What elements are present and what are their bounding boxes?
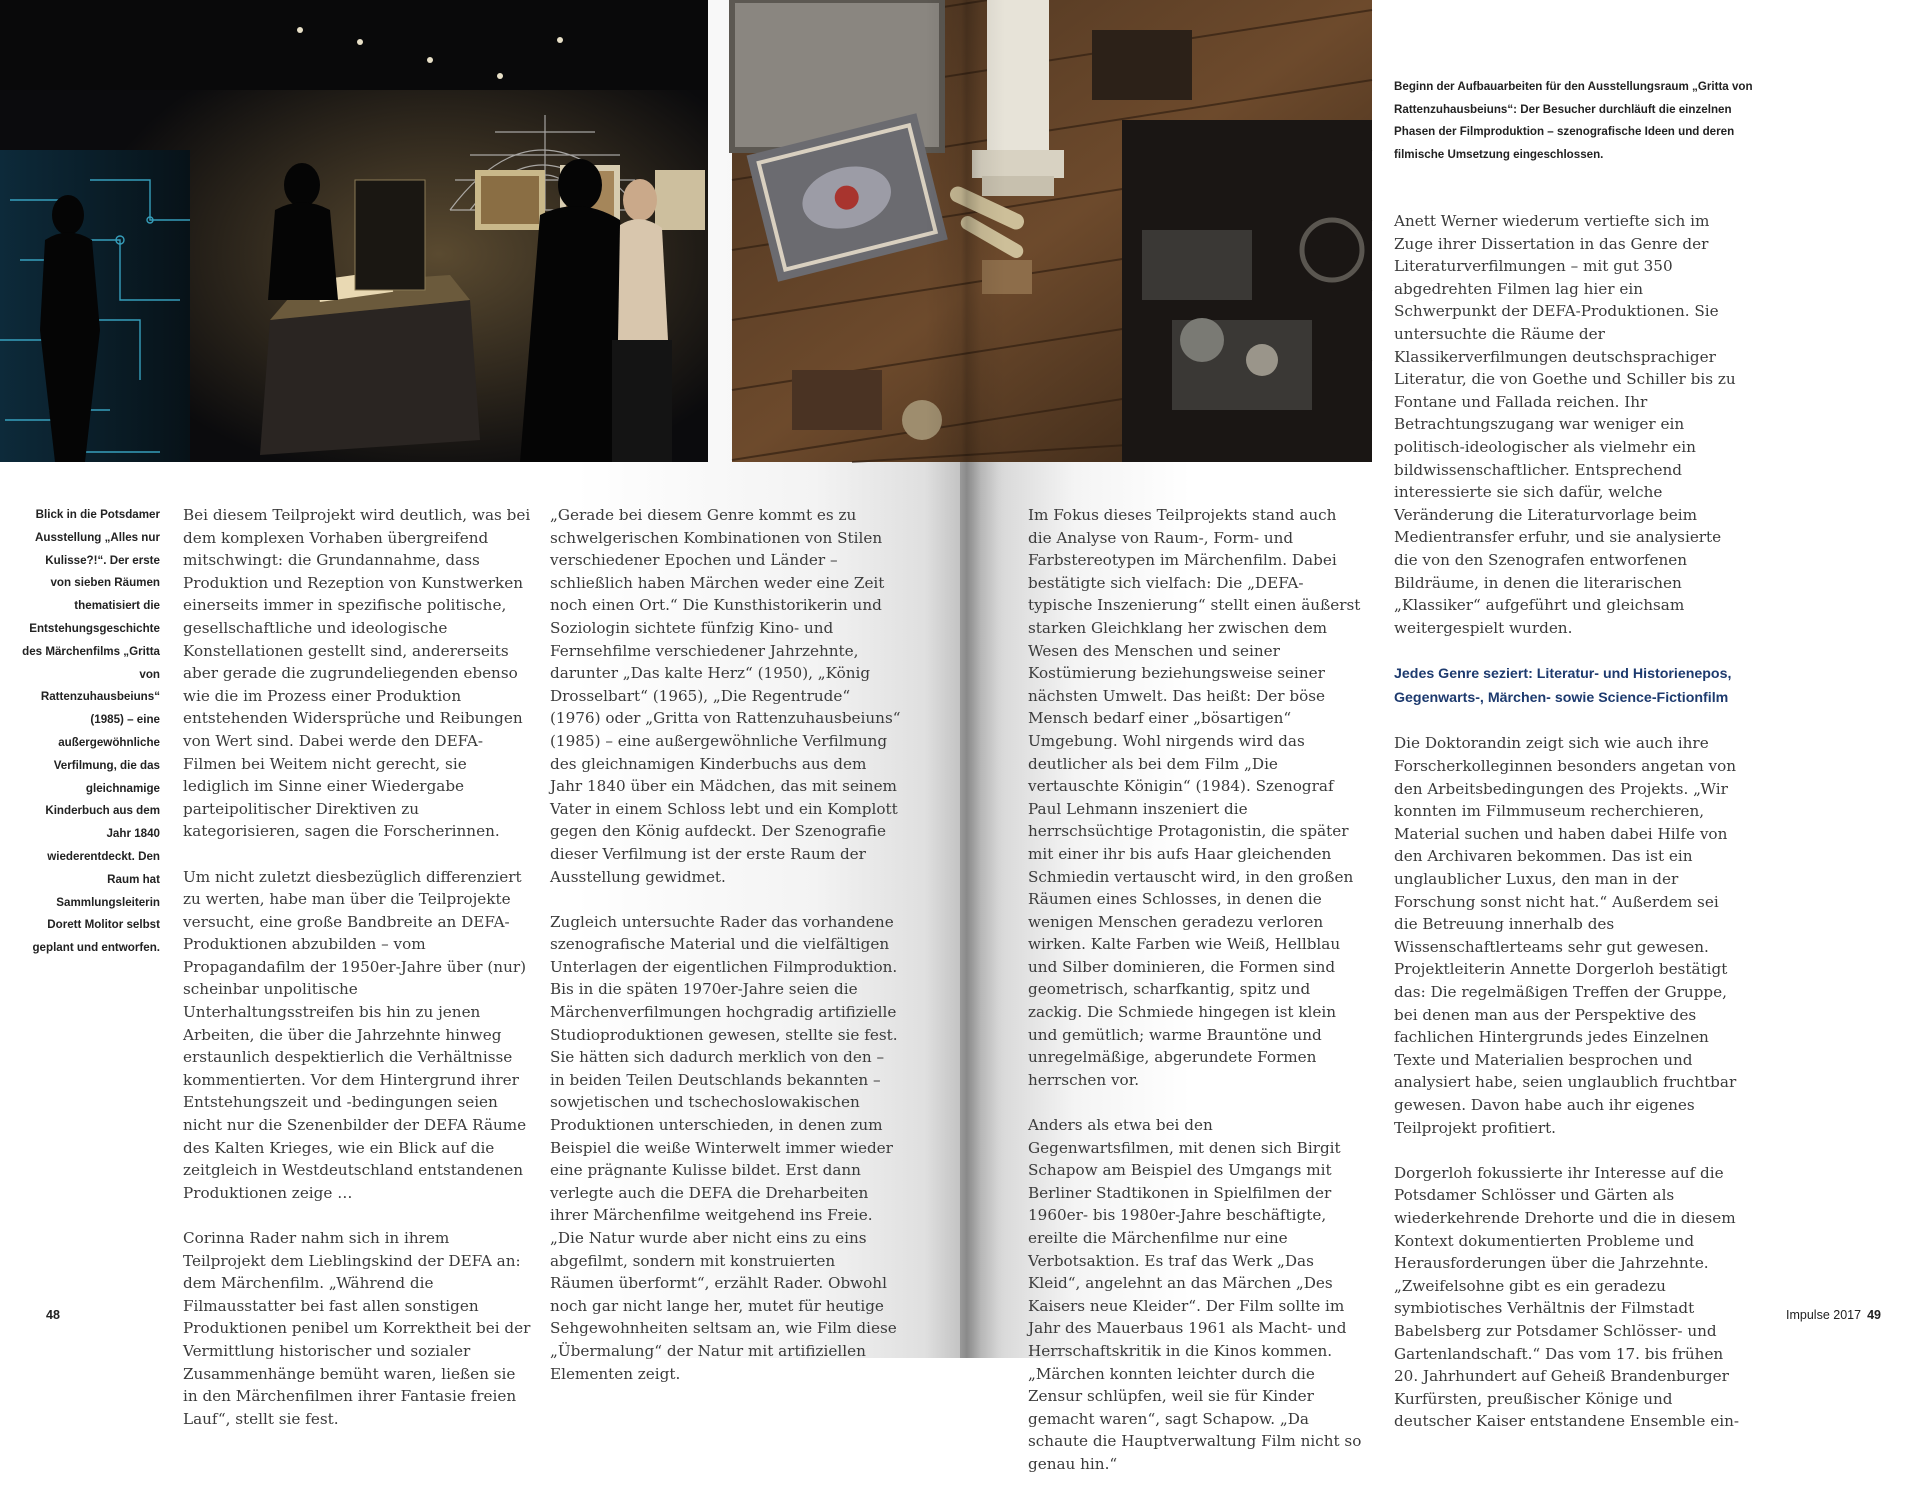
- photo-caption-left: Blick in die Potsdamer Ausstellung „Alles nur Kulisse?!“. Der erste von sieben Räumen thematisiert die Entstehungsgeschichte des Märchenfilms „Gritta von Rattenzuhausbeiuns“ (1985) – eine außergewöhnliche Verfilmung, die das gleichnamige Kinderbuch aus dem Jahr 1840 wiederentdeckt. Den Raum hat Sammlungsleiterin Dorett Molitor selbst geplant und entworfen.: [22, 508, 160, 955]
- publication-name: Impulse 2017: [1786, 1308, 1862, 1322]
- set-construction-photo: [732, 0, 1372, 462]
- text-column-4: [1394, 210, 1739, 1455]
- paragraph: Corinna Rader nahm sich in ihrem Teilprojekt dem Lieblingskind der DEFA an: dem Märchenfilm. „Während die Filmausstatter bei fast allen sonstigen Produktionen penibel um Korrektheit bei der Vermittlung historischer und sozialer Zusammenhänge bemüht waren, ließen sie in den Märchenfilmen ihrer Fantasie freien Lauf“, stellt sie fest.: [183, 1229, 531, 1428]
- paragraph: „Gerade bei diesem Genre kommt es zu schwelgerischen Kombinationen von Stilen verschiedener Epochen und Länder – schließlich haben Märchen weder eine Zeit noch einen Ort.“ Die Kunsthistorikerin und Soziologin sichtete fünfzig Kino- und Fernsehfilme verschiedener Jahrzehnte, darunter „Das kalte Herz“ (1950), „König Drosselbart“ (1965), „Die Regentrude“ (1976) oder „Gritta von Rattenzuhausbeiuns“ (1985) – eine außergewöhnliche Verfilmung des gleichnamigen Kinderbuchs aus dem Jahr 1840 über ein Mädchen, das mit seinem Vater in einem Schloss lebt und ein Komplott gegen den König aufdeckt. Der Szenografie dieser Verfilmung ist der erste Raum der Ausstellung gewidmet.: [550, 506, 901, 886]
- page-number-left: 48: [46, 1308, 60, 1322]
- paragraph: Die Doktorandin zeigt sich wie auch ihre Forscherkolleginnen besonders angetan von den Arbeitsbedingungen des Projekts. „Wir konnten im Filmmuseum recherchieren, Material suchen und haben dabei Hilfe von den Archivaren bekommen. Das ist ein unglaublicher Luxus, den man in der Forschung sonst nicht hat.“ Außerdem sei die Betreuung innerhalb des Wissenschaftlerteams sehr gut gewesen. Projektleiterin Annette Dorgerloh bestätigt das: Die regelmäßigen Treffen der Gruppe, bei denen man aus der Perspektive des fachlichen Hintergrunds jedes Einzelnen Texte und Materialien besprochen und analysiert habe, seien unglaublich fruchtbar gewesen. Davon habe auch ihr eigenes Teilprojekt profitiert.: [1394, 734, 1737, 1137]
- photo-caption-right: Beginn der Aufbauarbeiten für den Ausstellungsraum „Gritta von Rattenzuhausbeiuns“: Der Besucher durchläuft die einzelnen Phasen der Filmproduktion – szenografische Ideen und deren filmische Umsetzung eingeschlossen.: [1394, 80, 1753, 161]
- folio-right: [1786, 1308, 1881, 1322]
- paragraph: Zugleich untersuchte Rader das vorhandene szenografische Material und die vielfältigen Unterlagen der eigentlichen Filmproduktion. Bis in die späten 1970er-Jahre seien die Märchenverfilmungen hochgradig artifizielle Studioproduktionen gewesen, stellte sie fest. Sie hätten sich dadurch merklich von den – in beiden Teilen Deutschlands bekannten – sowjetischen und tschechoslowakischen Produktionen unterschieden, in denen zum Beispiel die weiße Winterwelt immer wieder eine prägnante Kulisse bildet. Erst dann verlegte auch die DEFA die Dreharbeiten ihrer Märchenfilme weitgehend ins Freie. „Die Natur wurde aber nicht eins zu eins abgefilmt, sondern mit konstruierten Räumen überformt“, erzählt Rader. Obwohl noch gar nicht lange her, mutet für heutige Sehgewohnheiten seltsam an, wie Film diese „Übermalung“ der Natur mit artifiziellen Elementen zeigt.: [550, 912, 898, 1383]
- page-number-right: 49: [1867, 1308, 1881, 1322]
- text-column-3: [1028, 504, 1363, 1498]
- paragraph: Anett Werner wiederum vertiefte sich im Zuge ihrer Dissertation in das Genre der Literaturverfilmungen – mit gut 350 abgedrehten Filmen lag hier ein Schwerpunkt der DEFA-Produktionen. Sie untersuchte die Räume der Klassikerverfilmungen deutschsprachiger Literatur, die von Goethe und Schiller bis zu Fontane und Fallada reichen. Ihr Betrachtungszugang war weniger ein politisch-ideologischer als vielmehr ein bildwissenschaftlicher. Entsprechend interessierte sie sich dafür, welche Veränderung die Literaturvorlage beim Medientransfer erfuhr, und sie analysierte die von den Szenografen entworfenen Bildräume, in denen die literarischen „Klassiker“ aufgeführt und gleichsam weitergespielt wurden.: [1394, 212, 1736, 637]
- text-column-1: [183, 504, 533, 1453]
- paragraph: Anders als etwa bei den Gegenwartsfilmen, mit denen sich Birgit Schapow am Beispiel des Umgangs mit Berliner Stadtikonen in Spielfilmen der 1960er- bis 1980er-Jahre beschäftigte, ereilte die Märchenfilme nur eine Verbotsaktion. Es traf das Werk „Das Kleid“, angelehnt an das Märchen „Des Kaisers neue Kleider“. Der Film sollte im Jahr des Mauerbaus 1961 als Macht- und Herrschaftskritik in die Kinos kommen. „Märchen konnten leichter durch die Zensur schlüpfen, weil sie für Kinder gemacht waren“, sagt Schapow. „Da schaute die Hauptverwaltung Film nicht so genau hin.“: [1028, 1116, 1362, 1473]
- paragraph: Bei diesem Teilprojekt wird deutlich, was bei dem komplexen Vorhaben übergreifend mitschwingt: die Grundannahme, dass Produktion und Rezeption von Kunstwerken einerseits immer in spezifische politische, gesellschaftliche und ideologische Konstellationen gestellt sind, andererseits aber gerade die zugrundeliegenden ebenso wie die im Prozess einer Produktion entstehenden Widersprüche und Reibungen von Wert sind. Dabei werde den DEFA-Filmen bei Weitem nicht gerecht, sie lediglich im Sinne einer Wiedergabe parteipolitischer Direktiven zu kategorisieren, sagen die Forscherinnen.: [183, 506, 531, 841]
- exhibition-photo: [0, 0, 708, 462]
- paragraph: Im Fokus dieses Teilprojekts stand auch die Analyse von Raum-, Form- und Farbstereotypen im Märchenfilm. Dabei bestätigte sich vielfach: Die „DEFA-typische Inszenierung“ stellt einen äußerst starken Gleichklang her zwischen dem Wesen des Menschen und seiner Kostümierung beziehungsweise seiner nächsten Umwelt. Das heißt: Der böse Mensch bedarf einer „bösartigen“ Umgebung. Wohl nirgends wird das deutlicher als bei dem Film „Die vertauschte Königin“ (1984). Szenograf Paul Lehmann inszeniert die herrschsüchtige Protagonistin, die später mit einer ihr bis aufs Haar gleichenden Schmiedin vertauscht wird, in den großen Räumen eines Schlosses, in denen die wenigen Menschen geradezu verloren wirken. Kalte Farben wie Weiß, Hellblau und Silber dominieren, die Formen sind geometrisch, scharfkantig, spitz und zackig. Die Schmiede hingegen ist klein und gemütlich; warme Brauntöne und unregelmäßige, abgerundete Formen herrschen vor.: [1028, 506, 1361, 1089]
- section-subheading: Jedes Genre seziert: Literatur- und Historienepos, Gegenwarts-, Märchen- sowie Science-Fictionfilm: [1394, 665, 1732, 706]
- text-column-2: [550, 504, 902, 1408]
- paragraph: Um nicht zuletzt diesbezüglich differenziert zu werten, habe man über die Teilprojekte versucht, eine große Bandbreite an DEFA-Produktionen abzubilden – vom Propagandafilm der 1950er-Jahre über (nur) scheinbar unpolitische Unterhaltungsstreifen bis hin zu jenen Arbeiten, die über die Jahrzehnte hinweg erstaunlich despektierlich die Verhältnisse kommentierten. Vor dem Hintergrund ihrer Entstehungszeit und -bedingungen seien nicht nur die Szenenbilder der DEFA Räume des Kalten Krieges, wie ein Blick auf die zeitgleich in Westdeutschland entstandenen Produktionen zeige …: [183, 867, 527, 1202]
- paragraph: Dorgerloh fokussierte ihr Interesse auf die Potsdamer Schlösser und Gärten als wiederkehrende Drehorte und die in diesem Kontext dokumentierten Probleme und Herausforderungen über die Jahrzehnte. „Zweifelsohne gibt es ein geradezu symbiotisches Verhältnis der Filmstadt Babelsberg zur Potsdamer Schlösser- und Gartenlandschaft.“ Das vom 17. bis frühen 20. Jahrhundert auf Geheiß Brandenburger Kurfürsten, preußischer Könige und deutscher Kaiser entstandene Ensemble ein-: [1394, 1163, 1739, 1431]
